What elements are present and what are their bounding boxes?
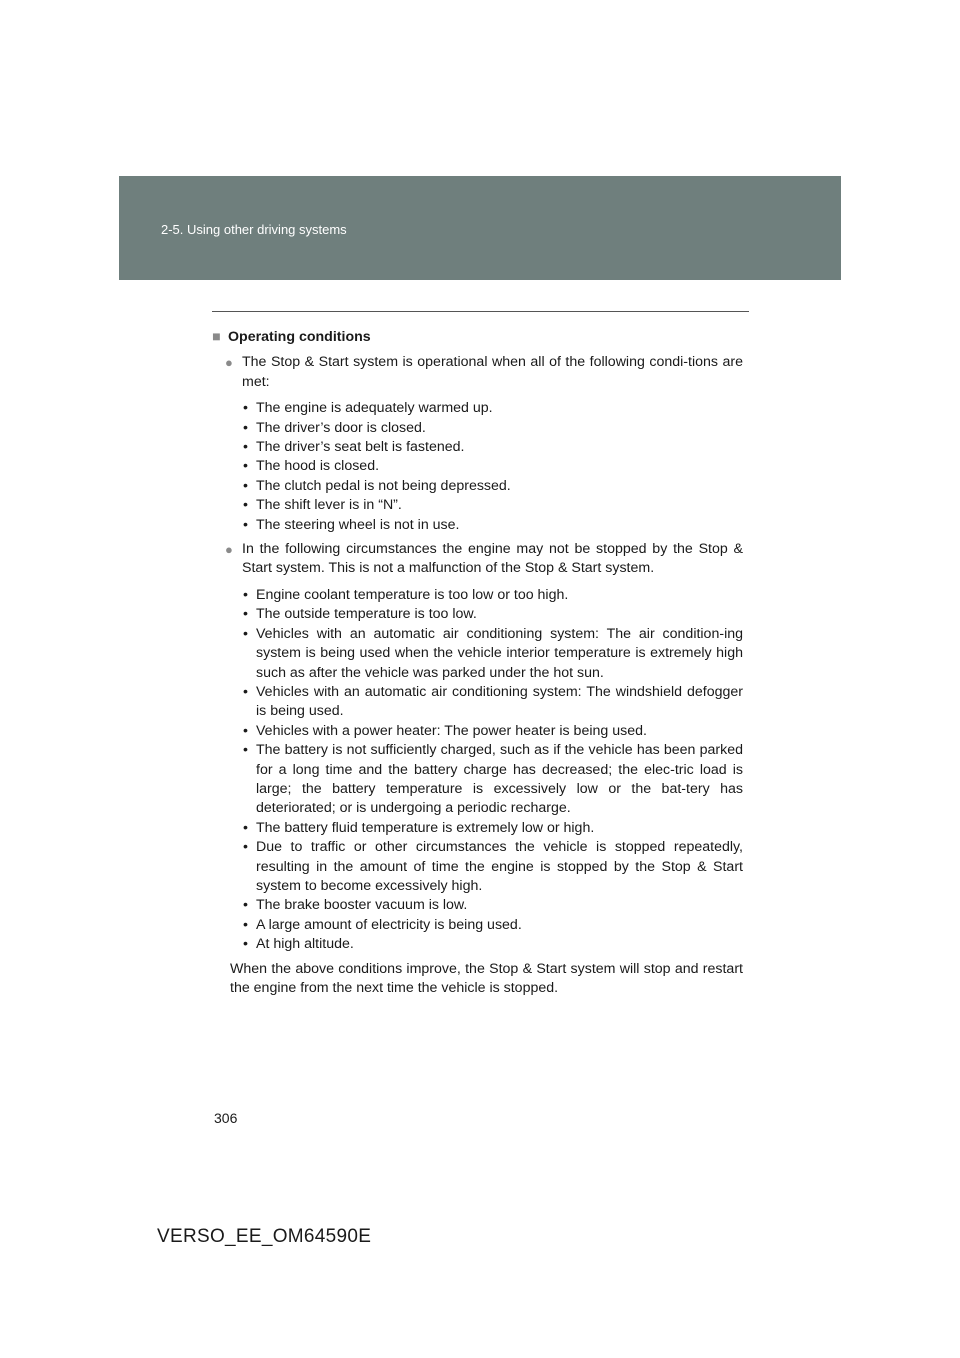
list-item-text: The shift lever is in “N”. bbox=[256, 497, 402, 514]
list-item bbox=[212, 457, 743, 476]
bullet-icon: • bbox=[243, 936, 248, 953]
condition-point-1 bbox=[212, 353, 743, 392]
bullet-icon: • bbox=[243, 683, 248, 700]
square-bullet-icon: ■ bbox=[212, 329, 221, 345]
bullet-icon: • bbox=[243, 586, 248, 603]
list-item-text: Vehicles with a power heater: The power heater is being used. bbox=[256, 722, 647, 739]
list-item bbox=[212, 819, 743, 838]
page-number: 306 bbox=[214, 1110, 238, 1126]
list-item-text: The outside temperature is too low. bbox=[256, 606, 477, 623]
list-item-text: The steering wheel is not in use. bbox=[256, 516, 460, 533]
list-item bbox=[212, 399, 743, 418]
list-item bbox=[212, 935, 743, 954]
list-item-text: Vehicles with an automatic air conditioning system: The air condition-ing system is being used when the vehicle interior temperature is extremely high such as after the vehicle was parked under the hot sun. bbox=[256, 625, 743, 681]
list-item bbox=[212, 419, 743, 438]
condition-point-2 bbox=[212, 540, 743, 579]
list-item bbox=[212, 438, 743, 457]
list-item bbox=[212, 477, 743, 496]
list-item bbox=[212, 722, 743, 741]
bullet-icon: • bbox=[243, 497, 248, 514]
bullet-icon: • bbox=[243, 606, 248, 623]
bullet-icon: • bbox=[243, 897, 248, 914]
list-item bbox=[212, 625, 743, 683]
list-item bbox=[212, 838, 743, 896]
section-title: 2-5. Using other driving systems bbox=[161, 222, 347, 237]
section-heading-text: Operating conditions bbox=[228, 329, 371, 345]
list-item bbox=[212, 741, 743, 819]
list-item bbox=[212, 605, 743, 624]
bullet-icon: • bbox=[243, 516, 248, 533]
list-item-text: The battery fluid temperature is extremely low or high. bbox=[256, 819, 595, 836]
bullet-icon: • bbox=[243, 477, 248, 494]
bullet-icon: • bbox=[243, 419, 248, 436]
bullet-icon: • bbox=[243, 839, 248, 856]
closing-paragraph: When the above conditions improve, the Stop & Start system will stop and restart the engine from the next time the vehicle is stopped. bbox=[230, 960, 743, 996]
bullet-icon: • bbox=[243, 439, 248, 456]
footer-code: VERSO_EE_OM64590E bbox=[157, 1226, 372, 1247]
list-item bbox=[212, 896, 743, 915]
bullet-icon: • bbox=[243, 742, 248, 759]
list-item-text: Engine coolant temperature is too low or too high. bbox=[256, 586, 569, 603]
operational-conditions-list bbox=[212, 399, 743, 535]
bullet-icon: • bbox=[243, 458, 248, 475]
list-item-text: The driver’s door is closed. bbox=[256, 419, 426, 436]
list-item-text: The clutch pedal is not being depressed. bbox=[256, 477, 511, 494]
list-item-text: The battery is not sufficiently charged, such as if the vehicle has been parked for a long time and the battery charge has decreased; the elec-tric load is large; the battery temperature is excessively low or the bat-tery has deteriorated; or is undergoing a periodic recharge. bbox=[256, 742, 743, 817]
bullet-icon: • bbox=[243, 625, 248, 642]
point-2-text: In the following circumstances the engine may not be stopped by the Stop & Start system. This is not a malfunction of the Stop & Start system. bbox=[242, 541, 743, 577]
list-item bbox=[212, 586, 743, 605]
list-item bbox=[212, 683, 743, 722]
list-item-text: Vehicles with an automatic air conditioning system: The windshield defogger is being used. bbox=[256, 683, 743, 720]
circle-bullet-icon: ● bbox=[225, 542, 233, 558]
list-item-text: The engine is adequately warmed up. bbox=[256, 400, 493, 417]
list-item bbox=[212, 496, 743, 515]
list-item-text: The brake booster vacuum is low. bbox=[256, 897, 468, 914]
bullet-icon: • bbox=[243, 400, 248, 417]
list-item-text: The driver’s seat belt is fastened. bbox=[256, 439, 465, 456]
bullet-icon: • bbox=[243, 819, 248, 836]
list-item bbox=[212, 916, 743, 935]
list-item-text: The hood is closed. bbox=[256, 458, 380, 475]
list-item-text: A large amount of electricity is being used. bbox=[256, 916, 522, 933]
section-heading bbox=[212, 328, 743, 347]
divider-rule bbox=[212, 311, 749, 312]
bullet-icon: • bbox=[243, 722, 248, 739]
page-content bbox=[212, 328, 743, 998]
list-item-text: At high altitude. bbox=[256, 936, 354, 953]
list-item-text: Due to traffic or other circumstances the vehicle is stopped repeatedly, resulting in the amount of time the engine is stopped by the Stop & Start system to become excessively high. bbox=[256, 839, 743, 894]
point-1-text: The Stop & Start system is operational when all of the following condi-tions are met: bbox=[242, 354, 743, 390]
non-stop-circumstances-list bbox=[212, 586, 743, 955]
bullet-icon: • bbox=[243, 916, 248, 933]
list-item bbox=[212, 516, 743, 535]
header-band bbox=[119, 176, 841, 280]
circle-bullet-icon: ● bbox=[225, 355, 233, 371]
